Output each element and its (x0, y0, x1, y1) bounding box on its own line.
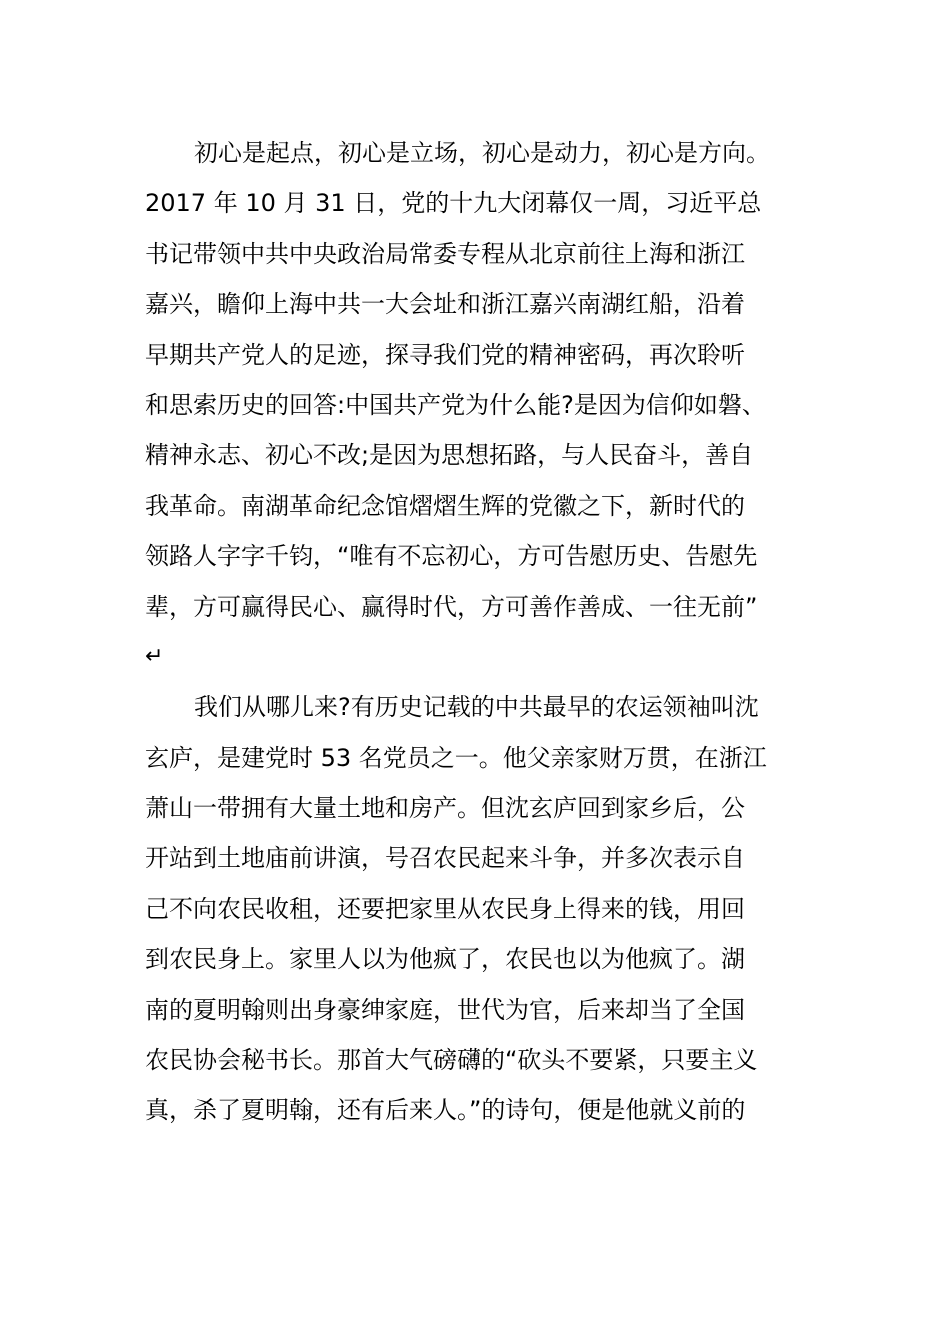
paragraph-2-line-1: 我们从哪儿来?有历史记载的中共最早的农运领袖叫沈 (194, 693, 759, 722)
paragraph-1-line-10: 辈，方可赢得民心、赢得时代，方可善作善成、一往无前” (145, 592, 758, 621)
paragraph-2-line-2: 玄庐，是建党时 53 名党员之一。他父亲家财万贯，在浙江 (145, 743, 767, 772)
paragraph-2-line-6: 到农民身上。家里人以为他疯了，农民也以为他疯了。湖 (145, 945, 745, 974)
paragraph-2-line-5: 己不向农民收租，还要把家里从农民身上得来的钱，用回 (145, 894, 745, 923)
paragraph-2-line-8: 农民协会秘书长。那首大气磅礴的“砍头不要紧，只要主义 (145, 1046, 758, 1075)
paragraph-mark-icon: ↵ (145, 643, 164, 669)
paragraph-2-line-4: 开站到土地庙前讲演，号召农民起来斗争，并多次表示自 (145, 844, 745, 873)
paragraph-2-line-3: 萧山一带拥有大量土地和房产。但沈玄庐回到家乡后，公 (145, 794, 745, 823)
paragraph-1-line-5: 早期共产党人的足迹，探寻我们党的精神密码，再次聆听 (145, 340, 745, 369)
paragraph-2-line-9: 真，杀了夏明翰，还有后来人。”的诗句，便是他就义前的 (145, 1096, 746, 1125)
paragraph-1-line-2: 2017 年 10 月 31 日，党的十九大闭幕仅一周，习近平总 (145, 189, 762, 218)
paragraph-1-line-9: 领路人字字千钧，“唯有不忘初心，方可告慰历史、告慰先 (145, 542, 758, 571)
paragraph-1-line-7: 精神永志、初心不改;是因为思想拓路，与人民奋斗，善自 (145, 441, 754, 470)
paragraph-2 (145, 682, 805, 1136)
paragraph-1-line-8: 我革命。南湖革命纪念馆熠熠生辉的党徽之下，新时代的 (145, 491, 745, 520)
paragraph-1-line-4: 嘉兴，瞻仰上海中共一大会址和浙江嘉兴南湖红船，沿着 (145, 290, 745, 319)
document-body (145, 128, 805, 1136)
paragraph-2-line-7: 南的夏明翰则出身豪绅家庭，世代为官，后来却当了全国 (145, 995, 745, 1024)
paragraph-1-line-3: 书记带领中共中央政治局常委专程从北京前往上海和浙江 (145, 239, 745, 268)
paragraph-1-line-6: 和思索历史的回答:中国共产党为什么能?是因为信仰如磐、 (145, 390, 766, 419)
paragraph-1-line-1: 初心是起点，初心是立场，初心是动力，初心是方向。 (194, 139, 770, 167)
paragraph-1 (145, 128, 805, 682)
